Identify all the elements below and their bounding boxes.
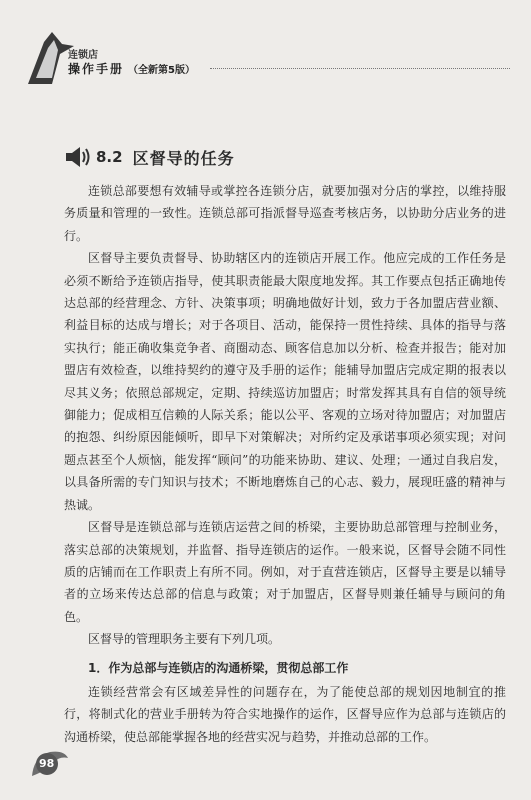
subheading: 1．作为总部与连锁店的沟通桥梁，贯彻总部工作	[88, 660, 349, 675]
body-text	[64, 180, 506, 748]
paragraph-5: 连锁经营常会有区域差异性的问题存在，为了能使总部的规划因地制宜的推行，将制式化的营业手册转为符合实地操作的运作，区督导应作为总部与连锁店的沟通桥梁，使总部能掌握各地的经营实况与趋势，并推动总部的工作。	[64, 684, 506, 744]
paragraph-1: 连锁总部要想有效辅导或掌控各连锁分店，就要加强对分店的掌控，以维持服务质量和管理的一致性。连锁总部可指派督导巡查考核店务，以协助分店业务的进行。	[64, 184, 506, 243]
section-number: 8.2	[96, 148, 123, 166]
paragraph-3: 区督导是连锁总部与连锁店运营之间的桥梁，主要协助总部管理与控制业务，落实总部的决策规划，并监督、指导连锁店的运作。一般来说，区督导会随不同性质的店铺而在工作职责上有所不同。例如，对于直营连锁店，区督导主要是以辅导者的立场来传达总部的信息与政策；对于加盟店，区督导则兼任辅导与顾问的角色。	[64, 520, 506, 624]
paragraph-4: 区督导的管理职务主要有下列几项。	[88, 632, 281, 647]
paragraph-2: 区督导主要负责督导、协助辖区内的连锁店开展工作。他应完成的工作任务是必须不断给予连锁店指导，使其职责能最大限度地发挥。其工作要点包括正确地传达总部的经营理念、方针、决策事项；明确地做好计划，致力于各加盟店营业额、利益目标的达成与增长；对于各项目、活动，能保持一贯性持续、具体的指导与落实执行；能正确收集竞争者、商圈动态、顾客信息加以分析、检查并报告；能对加盟店有效检查，以维持契约的遵守及手册的运作；能辅导加盟店完成定期的报表以尽其义务；依照总部规定，定期、持续巡访加盟店；时常发挥其具有自信的领导统御能力；促成相互信赖的人际关系；能以公平、客观的立场对待加盟店；对加盟店的抱怨、纠纷原因能倾听，即早下对策解决；对所约定及承诺事项必须实现；对问题点甚至个人烦恼，能发挥“顾问”的功能来协助、建议、处理；一通过自我启发，以具备所需的专门知识与技术；不断地磨炼自己的心志、毅力，展现旺盛的精神与热诚。	[64, 251, 506, 512]
section-title: 区督导的任务	[132, 148, 235, 168]
book-title	[68, 60, 195, 77]
page-number-badge	[30, 748, 70, 778]
page-number: 98	[39, 757, 55, 770]
speaker-icon	[64, 146, 94, 168]
book-title-text: 操作手册	[68, 62, 125, 76]
series-name: 连锁店	[68, 50, 98, 61]
page-header	[0, 0, 531, 90]
edition-label: （全新第5版）	[128, 65, 195, 76]
section-heading	[64, 145, 235, 169]
header-dotted-rule	[210, 68, 510, 69]
